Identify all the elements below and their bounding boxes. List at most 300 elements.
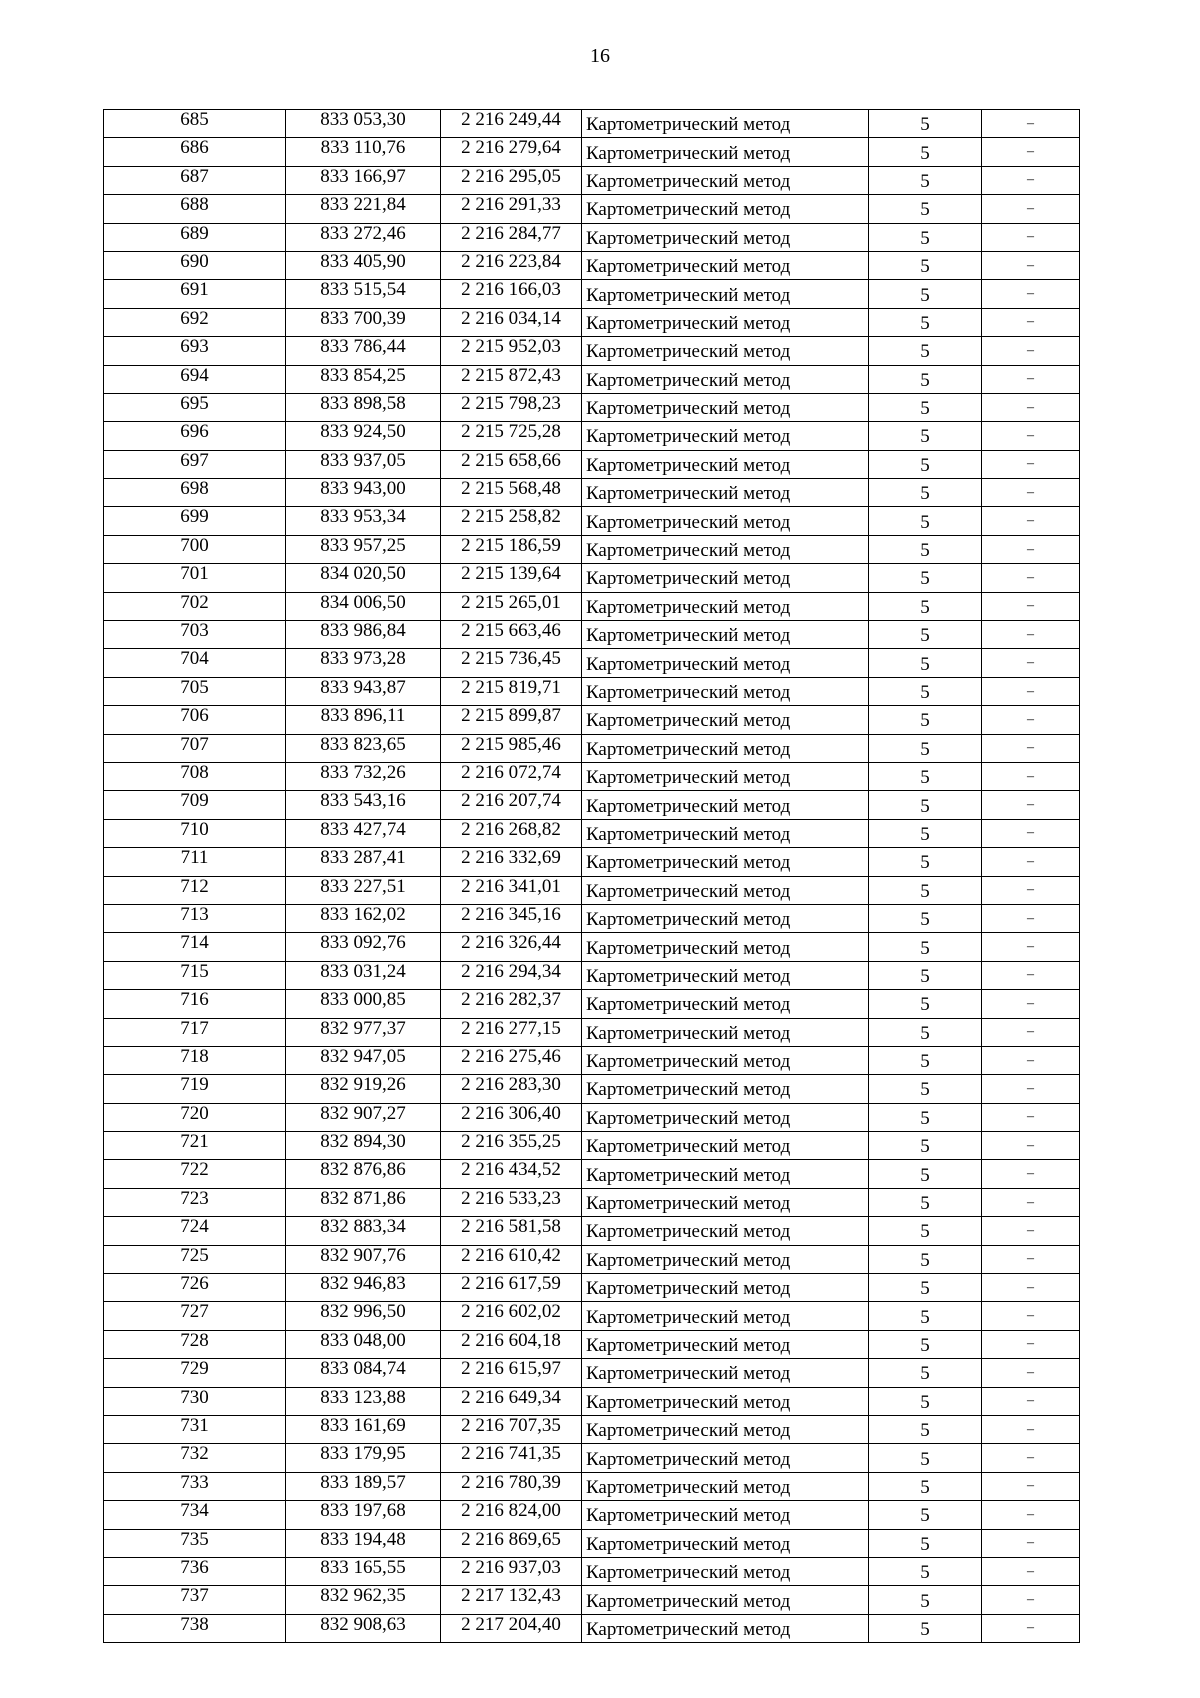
accuracy-cell: 5 bbox=[869, 1501, 982, 1529]
x-coordinate-cell: 833 732,26 bbox=[286, 762, 441, 790]
method-cell: Картометрический метод bbox=[582, 393, 869, 421]
description-cell: – bbox=[982, 1217, 1080, 1245]
point-number-cell: 718 bbox=[104, 1046, 286, 1074]
accuracy-cell: 5 bbox=[869, 1188, 982, 1216]
y-coordinate-cell: 2 215 658,66 bbox=[441, 450, 582, 478]
x-coordinate-cell: 833 221,84 bbox=[286, 195, 441, 223]
point-number-cell: 703 bbox=[104, 621, 286, 649]
method-cell: Картометрический метод bbox=[582, 1274, 869, 1302]
y-coordinate-cell: 2 216 604,18 bbox=[441, 1330, 582, 1358]
y-coordinate-cell: 2 216 223,84 bbox=[441, 251, 582, 279]
x-coordinate-cell: 833 953,34 bbox=[286, 507, 441, 535]
point-number-cell: 712 bbox=[104, 876, 286, 904]
point-number-cell: 719 bbox=[104, 1075, 286, 1103]
point-number-cell: 696 bbox=[104, 422, 286, 450]
description-cell: – bbox=[982, 1018, 1080, 1046]
point-number-cell: 698 bbox=[104, 479, 286, 507]
x-coordinate-cell: 833 287,41 bbox=[286, 848, 441, 876]
table-row bbox=[104, 848, 1080, 876]
point-number-cell: 715 bbox=[104, 961, 286, 989]
point-number-cell: 721 bbox=[104, 1132, 286, 1160]
method-cell: Картометрический метод bbox=[582, 1586, 869, 1614]
accuracy-cell: 5 bbox=[869, 507, 982, 535]
x-coordinate-cell: 833 194,48 bbox=[286, 1529, 441, 1557]
description-cell: – bbox=[982, 1302, 1080, 1330]
x-coordinate-cell: 833 924,50 bbox=[286, 422, 441, 450]
x-coordinate-cell: 833 048,00 bbox=[286, 1330, 441, 1358]
method-cell: Картометрический метод bbox=[582, 706, 869, 734]
description-cell: – bbox=[982, 422, 1080, 450]
x-coordinate-cell: 833 272,46 bbox=[286, 223, 441, 251]
accuracy-cell: 5 bbox=[869, 223, 982, 251]
accuracy-cell: 5 bbox=[869, 1217, 982, 1245]
x-coordinate-cell: 833 896,11 bbox=[286, 706, 441, 734]
y-coordinate-cell: 2 215 265,01 bbox=[441, 592, 582, 620]
point-number-cell: 734 bbox=[104, 1501, 286, 1529]
x-coordinate-cell: 833 957,25 bbox=[286, 535, 441, 563]
method-cell: Картометрический метод bbox=[582, 1359, 869, 1387]
point-number-cell: 729 bbox=[104, 1359, 286, 1387]
table-row bbox=[104, 1046, 1080, 1074]
method-cell: Картометрический метод bbox=[582, 422, 869, 450]
y-coordinate-cell: 2 216 615,97 bbox=[441, 1359, 582, 1387]
method-cell: Картометрический метод bbox=[582, 1614, 869, 1642]
description-cell: – bbox=[982, 1188, 1080, 1216]
point-number-cell: 716 bbox=[104, 990, 286, 1018]
accuracy-cell: 5 bbox=[869, 933, 982, 961]
x-coordinate-cell: 832 883,34 bbox=[286, 1217, 441, 1245]
method-cell: Картометрический метод bbox=[582, 1075, 869, 1103]
x-coordinate-cell: 833 161,69 bbox=[286, 1415, 441, 1443]
table-row bbox=[104, 479, 1080, 507]
table-row bbox=[104, 138, 1080, 166]
point-number-cell: 692 bbox=[104, 308, 286, 336]
table-row bbox=[104, 1075, 1080, 1103]
method-cell: Картометрический метод bbox=[582, 450, 869, 478]
table-row bbox=[104, 1444, 1080, 1472]
accuracy-cell: 5 bbox=[869, 535, 982, 563]
accuracy-cell: 5 bbox=[869, 195, 982, 223]
point-number-cell: 728 bbox=[104, 1330, 286, 1358]
y-coordinate-cell: 2 216 707,35 bbox=[441, 1415, 582, 1443]
x-coordinate-cell: 833 898,58 bbox=[286, 393, 441, 421]
method-cell: Картометрический метод bbox=[582, 1188, 869, 1216]
y-coordinate-cell: 2 216 434,52 bbox=[441, 1160, 582, 1188]
table-row bbox=[104, 1103, 1080, 1131]
table-row bbox=[104, 1529, 1080, 1557]
point-number-cell: 702 bbox=[104, 592, 286, 620]
table-row bbox=[104, 1359, 1080, 1387]
y-coordinate-cell: 2 215 725,28 bbox=[441, 422, 582, 450]
x-coordinate-cell: 833 937,05 bbox=[286, 450, 441, 478]
method-cell: Картометрический метод bbox=[582, 961, 869, 989]
accuracy-cell: 5 bbox=[869, 1132, 982, 1160]
y-coordinate-cell: 2 216 533,23 bbox=[441, 1188, 582, 1216]
table-row bbox=[104, 223, 1080, 251]
table-row bbox=[104, 762, 1080, 790]
coordinates-table-body bbox=[104, 110, 1080, 1643]
table-row bbox=[104, 422, 1080, 450]
method-cell: Картометрический метод bbox=[582, 166, 869, 194]
table-row bbox=[104, 933, 1080, 961]
method-cell: Картометрический метод bbox=[582, 1160, 869, 1188]
x-coordinate-cell: 833 854,25 bbox=[286, 365, 441, 393]
method-cell: Картометрический метод bbox=[582, 1103, 869, 1131]
description-cell: – bbox=[982, 677, 1080, 705]
accuracy-cell: 5 bbox=[869, 251, 982, 279]
point-number-cell: 686 bbox=[104, 138, 286, 166]
table-row bbox=[104, 393, 1080, 421]
point-number-cell: 695 bbox=[104, 393, 286, 421]
method-cell: Картометрический метод bbox=[582, 1132, 869, 1160]
y-coordinate-cell: 2 216 355,25 bbox=[441, 1132, 582, 1160]
description-cell: – bbox=[982, 1387, 1080, 1415]
description-cell: – bbox=[982, 621, 1080, 649]
accuracy-cell: 5 bbox=[869, 337, 982, 365]
accuracy-cell: 5 bbox=[869, 677, 982, 705]
y-coordinate-cell: 2 216 741,35 bbox=[441, 1444, 582, 1472]
point-number-cell: 697 bbox=[104, 450, 286, 478]
method-cell: Картометрический метод bbox=[582, 1529, 869, 1557]
accuracy-cell: 5 bbox=[869, 592, 982, 620]
point-number-cell: 711 bbox=[104, 848, 286, 876]
method-cell: Картометрический метод bbox=[582, 990, 869, 1018]
point-number-cell: 725 bbox=[104, 1245, 286, 1273]
x-coordinate-cell: 832 871,86 bbox=[286, 1188, 441, 1216]
x-coordinate-cell: 833 973,28 bbox=[286, 649, 441, 677]
method-cell: Картометрический метод bbox=[582, 195, 869, 223]
x-coordinate-cell: 833 227,51 bbox=[286, 876, 441, 904]
x-coordinate-cell: 833 123,88 bbox=[286, 1387, 441, 1415]
table-row bbox=[104, 1018, 1080, 1046]
y-coordinate-cell: 2 216 332,69 bbox=[441, 848, 582, 876]
description-cell: – bbox=[982, 876, 1080, 904]
description-cell: – bbox=[982, 1415, 1080, 1443]
accuracy-cell: 5 bbox=[869, 138, 982, 166]
description-cell: – bbox=[982, 933, 1080, 961]
x-coordinate-cell: 832 876,86 bbox=[286, 1160, 441, 1188]
table-row bbox=[104, 337, 1080, 365]
description-cell: – bbox=[982, 592, 1080, 620]
description-cell: – bbox=[982, 819, 1080, 847]
accuracy-cell: 5 bbox=[869, 649, 982, 677]
table-row bbox=[104, 734, 1080, 762]
table-row bbox=[104, 280, 1080, 308]
method-cell: Картометрический метод bbox=[582, 592, 869, 620]
method-cell: Картометрический метод bbox=[582, 848, 869, 876]
y-coordinate-cell: 2 215 139,64 bbox=[441, 564, 582, 592]
description-cell: – bbox=[982, 990, 1080, 1018]
y-coordinate-cell: 2 216 284,77 bbox=[441, 223, 582, 251]
point-number-cell: 714 bbox=[104, 933, 286, 961]
x-coordinate-cell: 833 986,84 bbox=[286, 621, 441, 649]
accuracy-cell: 5 bbox=[869, 564, 982, 592]
y-coordinate-cell: 2 216 649,34 bbox=[441, 1387, 582, 1415]
x-coordinate-cell: 833 823,65 bbox=[286, 734, 441, 762]
y-coordinate-cell: 2 215 819,71 bbox=[441, 677, 582, 705]
method-cell: Картометрический метод bbox=[582, 507, 869, 535]
y-coordinate-cell: 2 216 780,39 bbox=[441, 1472, 582, 1500]
accuracy-cell: 5 bbox=[869, 280, 982, 308]
table-row bbox=[104, 110, 1080, 138]
accuracy-cell: 5 bbox=[869, 1274, 982, 1302]
y-coordinate-cell: 2 216 291,33 bbox=[441, 195, 582, 223]
description-cell: – bbox=[982, 1103, 1080, 1131]
accuracy-cell: 5 bbox=[869, 1557, 982, 1585]
table-row bbox=[104, 1387, 1080, 1415]
method-cell: Картометрический метод bbox=[582, 479, 869, 507]
description-cell: – bbox=[982, 138, 1080, 166]
accuracy-cell: 5 bbox=[869, 365, 982, 393]
y-coordinate-cell: 2 216 277,15 bbox=[441, 1018, 582, 1046]
accuracy-cell: 5 bbox=[869, 450, 982, 478]
x-coordinate-cell: 832 947,05 bbox=[286, 1046, 441, 1074]
description-cell: – bbox=[982, 365, 1080, 393]
accuracy-cell: 5 bbox=[869, 621, 982, 649]
x-coordinate-cell: 833 786,44 bbox=[286, 337, 441, 365]
x-coordinate-cell: 832 908,63 bbox=[286, 1614, 441, 1642]
accuracy-cell: 5 bbox=[869, 1614, 982, 1642]
y-coordinate-cell: 2 216 249,44 bbox=[441, 110, 582, 138]
x-coordinate-cell: 833 000,85 bbox=[286, 990, 441, 1018]
y-coordinate-cell: 2 216 279,64 bbox=[441, 138, 582, 166]
method-cell: Картометрический метод bbox=[582, 223, 869, 251]
accuracy-cell: 5 bbox=[869, 904, 982, 932]
point-number-cell: 737 bbox=[104, 1586, 286, 1614]
point-number-cell: 713 bbox=[104, 904, 286, 932]
point-number-cell: 738 bbox=[104, 1614, 286, 1642]
y-coordinate-cell: 2 216 283,30 bbox=[441, 1075, 582, 1103]
table-row bbox=[104, 195, 1080, 223]
y-coordinate-cell: 2 216 034,14 bbox=[441, 308, 582, 336]
method-cell: Картометрический метод bbox=[582, 1472, 869, 1500]
accuracy-cell: 5 bbox=[869, 1103, 982, 1131]
table-row bbox=[104, 1472, 1080, 1500]
accuracy-cell: 5 bbox=[869, 166, 982, 194]
description-cell: – bbox=[982, 1586, 1080, 1614]
description-cell: – bbox=[982, 706, 1080, 734]
x-coordinate-cell: 833 092,76 bbox=[286, 933, 441, 961]
coordinates-table bbox=[103, 109, 1080, 1643]
y-coordinate-cell: 2 215 258,82 bbox=[441, 507, 582, 535]
accuracy-cell: 5 bbox=[869, 308, 982, 336]
y-coordinate-cell: 2 216 275,46 bbox=[441, 1046, 582, 1074]
description-cell: – bbox=[982, 904, 1080, 932]
table-row bbox=[104, 621, 1080, 649]
x-coordinate-cell: 834 020,50 bbox=[286, 564, 441, 592]
x-coordinate-cell: 832 907,76 bbox=[286, 1245, 441, 1273]
method-cell: Картометрический метод bbox=[582, 1557, 869, 1585]
method-cell: Картометрический метод bbox=[582, 677, 869, 705]
description-cell: – bbox=[982, 1472, 1080, 1500]
accuracy-cell: 5 bbox=[869, 1387, 982, 1415]
accuracy-cell: 5 bbox=[869, 1359, 982, 1387]
point-number-cell: 724 bbox=[104, 1217, 286, 1245]
point-number-cell: 701 bbox=[104, 564, 286, 592]
point-number-cell: 731 bbox=[104, 1415, 286, 1443]
x-coordinate-cell: 832 962,35 bbox=[286, 1586, 441, 1614]
description-cell: – bbox=[982, 791, 1080, 819]
method-cell: Картометрический метод bbox=[582, 762, 869, 790]
method-cell: Картометрический метод bbox=[582, 1046, 869, 1074]
y-coordinate-cell: 2 215 186,59 bbox=[441, 535, 582, 563]
accuracy-cell: 5 bbox=[869, 1160, 982, 1188]
method-cell: Картометрический метод bbox=[582, 1330, 869, 1358]
method-cell: Картометрический метод bbox=[582, 110, 869, 138]
point-number-cell: 730 bbox=[104, 1387, 286, 1415]
x-coordinate-cell: 833 700,39 bbox=[286, 308, 441, 336]
point-number-cell: 720 bbox=[104, 1103, 286, 1131]
accuracy-cell: 5 bbox=[869, 791, 982, 819]
point-number-cell: 707 bbox=[104, 734, 286, 762]
x-coordinate-cell: 833 166,97 bbox=[286, 166, 441, 194]
x-coordinate-cell: 833 162,02 bbox=[286, 904, 441, 932]
y-coordinate-cell: 2 215 899,87 bbox=[441, 706, 582, 734]
point-number-cell: 708 bbox=[104, 762, 286, 790]
method-cell: Картометрический метод bbox=[582, 1302, 869, 1330]
point-number-cell: 726 bbox=[104, 1274, 286, 1302]
y-coordinate-cell: 2 216 345,16 bbox=[441, 904, 582, 932]
y-coordinate-cell: 2 216 581,58 bbox=[441, 1217, 582, 1245]
description-cell: – bbox=[982, 1046, 1080, 1074]
method-cell: Картометрический метод bbox=[582, 649, 869, 677]
accuracy-cell: 5 bbox=[869, 1245, 982, 1273]
x-coordinate-cell: 833 053,30 bbox=[286, 110, 441, 138]
accuracy-cell: 5 bbox=[869, 762, 982, 790]
x-coordinate-cell: 833 165,55 bbox=[286, 1557, 441, 1585]
accuracy-cell: 5 bbox=[869, 990, 982, 1018]
description-cell: – bbox=[982, 110, 1080, 138]
y-coordinate-cell: 2 215 568,48 bbox=[441, 479, 582, 507]
method-cell: Картометрический метод bbox=[582, 876, 869, 904]
x-coordinate-cell: 833 427,74 bbox=[286, 819, 441, 847]
description-cell: – bbox=[982, 166, 1080, 194]
table-row bbox=[104, 251, 1080, 279]
method-cell: Картометрический метод bbox=[582, 1245, 869, 1273]
point-number-cell: 685 bbox=[104, 110, 286, 138]
description-cell: – bbox=[982, 762, 1080, 790]
y-coordinate-cell: 2 216 295,05 bbox=[441, 166, 582, 194]
point-number-cell: 704 bbox=[104, 649, 286, 677]
description-cell: – bbox=[982, 1614, 1080, 1642]
accuracy-cell: 5 bbox=[869, 876, 982, 904]
table-row bbox=[104, 1245, 1080, 1273]
method-cell: Картометрический метод bbox=[582, 138, 869, 166]
method-cell: Картометрический метод bbox=[582, 564, 869, 592]
y-coordinate-cell: 2 215 736,45 bbox=[441, 649, 582, 677]
description-cell: – bbox=[982, 1132, 1080, 1160]
y-coordinate-cell: 2 216 282,37 bbox=[441, 990, 582, 1018]
y-coordinate-cell: 2 215 985,46 bbox=[441, 734, 582, 762]
table-row bbox=[104, 1160, 1080, 1188]
y-coordinate-cell: 2 216 610,42 bbox=[441, 1245, 582, 1273]
description-cell: – bbox=[982, 280, 1080, 308]
table-row bbox=[104, 166, 1080, 194]
point-number-cell: 694 bbox=[104, 365, 286, 393]
accuracy-cell: 5 bbox=[869, 1472, 982, 1500]
method-cell: Картометрический метод bbox=[582, 535, 869, 563]
x-coordinate-cell: 833 189,57 bbox=[286, 1472, 441, 1500]
table-row bbox=[104, 1501, 1080, 1529]
point-number-cell: 710 bbox=[104, 819, 286, 847]
x-coordinate-cell: 833 405,90 bbox=[286, 251, 441, 279]
description-cell: – bbox=[982, 734, 1080, 762]
y-coordinate-cell: 2 216 306,40 bbox=[441, 1103, 582, 1131]
y-coordinate-cell: 2 215 872,43 bbox=[441, 365, 582, 393]
description-cell: – bbox=[982, 649, 1080, 677]
method-cell: Картометрический метод bbox=[582, 280, 869, 308]
table-row bbox=[104, 677, 1080, 705]
description-cell: – bbox=[982, 1330, 1080, 1358]
y-coordinate-cell: 2 217 204,40 bbox=[441, 1614, 582, 1642]
accuracy-cell: 5 bbox=[869, 961, 982, 989]
x-coordinate-cell: 833 031,24 bbox=[286, 961, 441, 989]
y-coordinate-cell: 2 216 824,00 bbox=[441, 1501, 582, 1529]
table-row bbox=[104, 1557, 1080, 1585]
x-coordinate-cell: 833 179,95 bbox=[286, 1444, 441, 1472]
accuracy-cell: 5 bbox=[869, 1046, 982, 1074]
table-row bbox=[104, 564, 1080, 592]
table-row bbox=[104, 1330, 1080, 1358]
point-number-cell: 700 bbox=[104, 535, 286, 563]
method-cell: Картометрический метод bbox=[582, 1387, 869, 1415]
description-cell: – bbox=[982, 251, 1080, 279]
point-number-cell: 732 bbox=[104, 1444, 286, 1472]
description-cell: – bbox=[982, 479, 1080, 507]
accuracy-cell: 5 bbox=[869, 1586, 982, 1614]
point-number-cell: 706 bbox=[104, 706, 286, 734]
point-number-cell: 689 bbox=[104, 223, 286, 251]
accuracy-cell: 5 bbox=[869, 819, 982, 847]
method-cell: Картометрический метод bbox=[582, 365, 869, 393]
accuracy-cell: 5 bbox=[869, 1330, 982, 1358]
description-cell: – bbox=[982, 507, 1080, 535]
method-cell: Картометрический метод bbox=[582, 308, 869, 336]
description-cell: – bbox=[982, 1160, 1080, 1188]
accuracy-cell: 5 bbox=[869, 706, 982, 734]
description-cell: – bbox=[982, 1359, 1080, 1387]
y-coordinate-cell: 2 216 207,74 bbox=[441, 791, 582, 819]
point-number-cell: 733 bbox=[104, 1472, 286, 1500]
description-cell: – bbox=[982, 535, 1080, 563]
point-number-cell: 723 bbox=[104, 1188, 286, 1216]
table-row bbox=[104, 1302, 1080, 1330]
x-coordinate-cell: 832 996,50 bbox=[286, 1302, 441, 1330]
table-row bbox=[104, 450, 1080, 478]
point-number-cell: 709 bbox=[104, 791, 286, 819]
x-coordinate-cell: 832 977,37 bbox=[286, 1018, 441, 1046]
table-row bbox=[104, 961, 1080, 989]
y-coordinate-cell: 2 216 937,03 bbox=[441, 1557, 582, 1585]
description-cell: – bbox=[982, 961, 1080, 989]
method-cell: Картометрический метод bbox=[582, 933, 869, 961]
table-row bbox=[104, 1188, 1080, 1216]
accuracy-cell: 5 bbox=[869, 1018, 982, 1046]
method-cell: Картометрический метод bbox=[582, 337, 869, 365]
y-coordinate-cell: 2 215 952,03 bbox=[441, 337, 582, 365]
method-cell: Картометрический метод bbox=[582, 621, 869, 649]
y-coordinate-cell: 2 216 072,74 bbox=[441, 762, 582, 790]
description-cell: – bbox=[982, 450, 1080, 478]
table-row bbox=[104, 308, 1080, 336]
point-number-cell: 699 bbox=[104, 507, 286, 535]
description-cell: – bbox=[982, 848, 1080, 876]
x-coordinate-cell: 834 006,50 bbox=[286, 592, 441, 620]
y-coordinate-cell: 2 216 294,34 bbox=[441, 961, 582, 989]
description-cell: – bbox=[982, 1075, 1080, 1103]
method-cell: Картометрический метод bbox=[582, 1501, 869, 1529]
table-row bbox=[104, 649, 1080, 677]
